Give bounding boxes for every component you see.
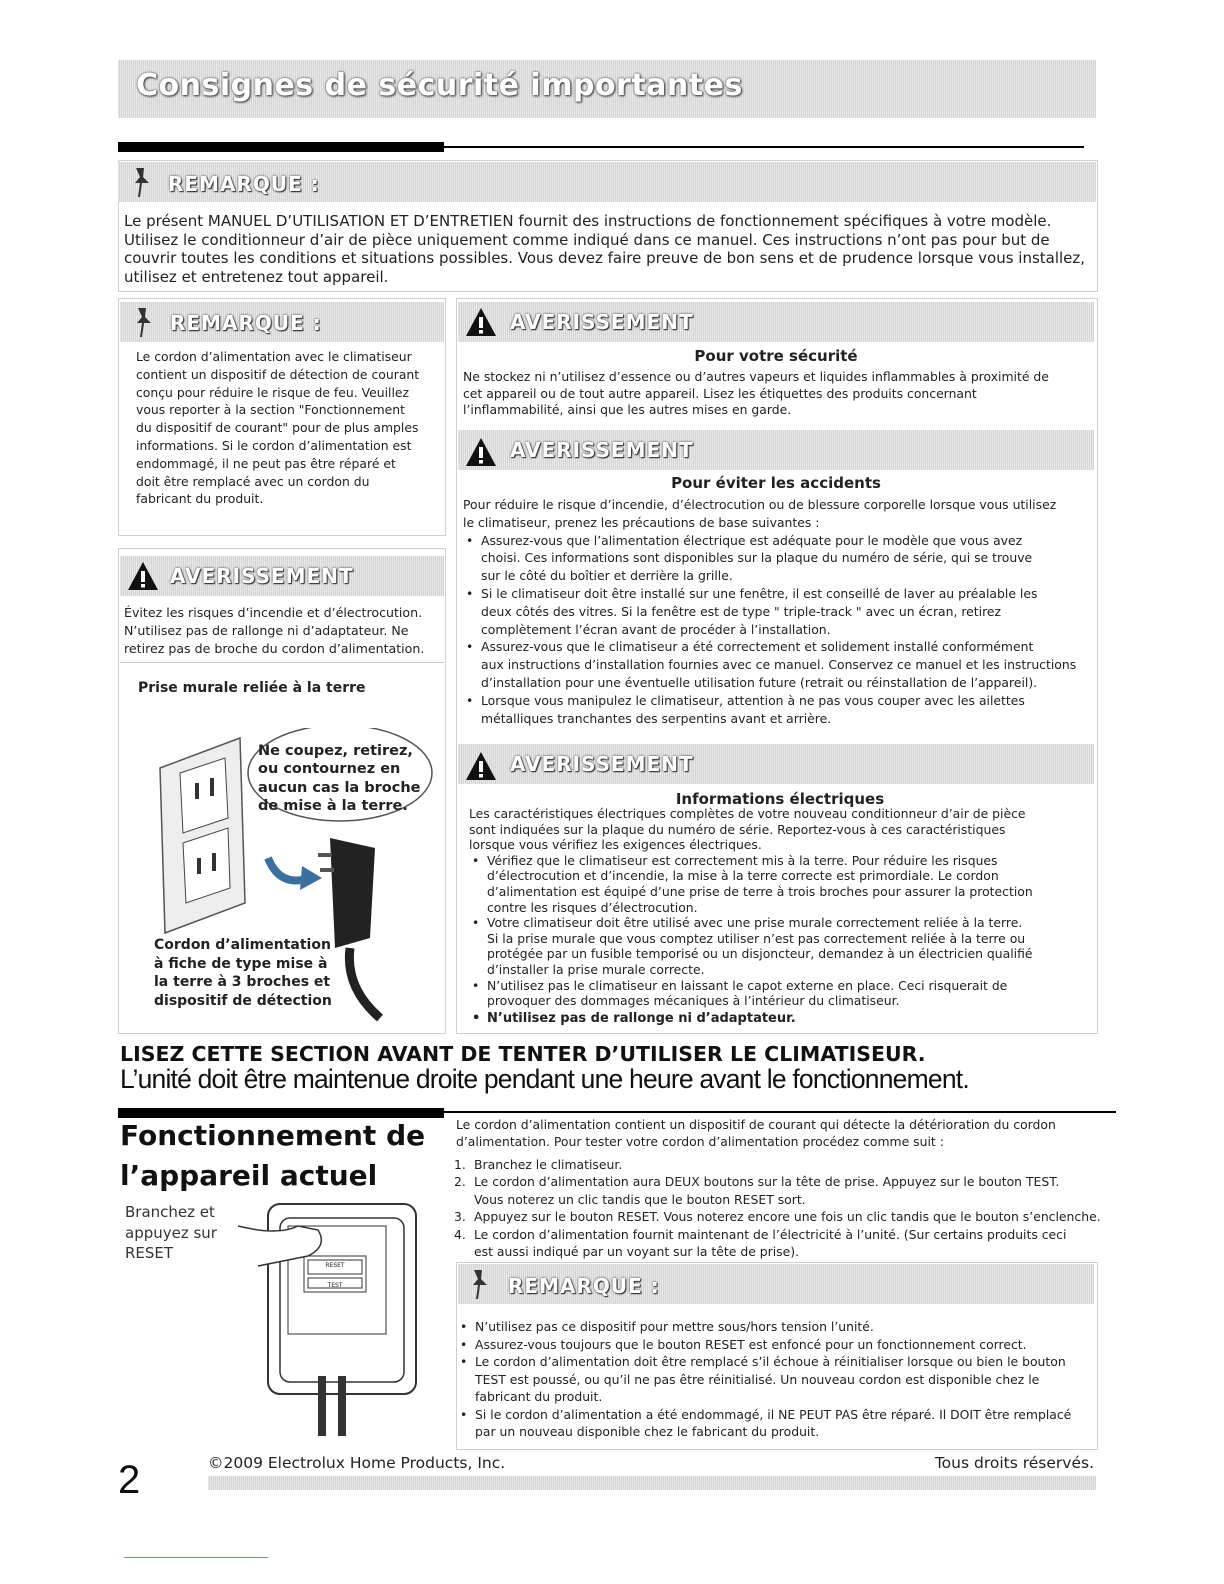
page-number: 2: [118, 1458, 141, 1502]
title-rule-thin: [444, 146, 1084, 148]
outlet-label: Prise murale reliée à la terre: [138, 680, 366, 696]
text-line: • Assurez-vous que l’alimentation électrique est adéquate pour le modèle que vous avez: [481, 532, 1023, 548]
text-line: sont indiquées sur la plaque du numéro de série. Reportez-vous à ces caractéristiques: [469, 821, 1006, 837]
text-line: Si la prise murale que vous comptez utiliser n’est pas correctement reliée à la terre ou: [487, 930, 1026, 946]
text-line: est aussi indiqué par un voyant sur la tête de prise).: [474, 1244, 800, 1260]
text-line: contient un dispositif de détection de courant: [136, 366, 420, 382]
warning-heading: AVERISSEMENT: [510, 438, 694, 462]
warning-heading: AVERISSEMENT: [170, 564, 354, 588]
text-line: choisi. Ces informations sont disponibles sur la plaque du numéro de série, qui se trouve: [481, 550, 1033, 566]
text-line: retirez pas de broche du cordon d’alimentation.: [124, 640, 425, 656]
read-section-title: LISEZ CETTE SECTION AVANT DE TENTER D’UTILISER LE CLIMATISEUR.: [120, 1042, 926, 1066]
text-line: RESET: [125, 1244, 174, 1262]
footer-link-line: [124, 1557, 268, 1558]
text-line: Branchez le climatiseur.: [474, 1157, 623, 1172]
plug-caption: [125, 1202, 217, 1264]
footer-band: [208, 1476, 1096, 1490]
text-line: • Assurez-vous que le climatiseur a été correctement et solidement installé conformément: [481, 639, 1034, 655]
text-line: d’électrocution et d’incendie, la mise à la terre correcte est primordiale. Le cordon: [487, 868, 999, 884]
operation-title: [120, 1116, 425, 1196]
text-line: de mise à la terre.: [258, 797, 408, 814]
text-line: la terre à 3 broches et: [154, 974, 331, 990]
list-item: [454, 1156, 1101, 1173]
divider: [120, 662, 444, 663]
text-line: Ne coupez, retirez,: [258, 743, 413, 759]
text-line: • Votre climatiseur doit être utilisé avec une prise murale correctement reliée à la terre.: [487, 915, 1023, 931]
list-item: [457, 1353, 1071, 1406]
warning-electrical-text: [469, 806, 1033, 1028]
page-title: Consignes de sécurité importantes: [136, 68, 743, 103]
text-line: le climatiseur, prenez les précautions de base suivantes :: [463, 514, 820, 530]
text-line: Les caractéristiques électriques complètes de votre nouveau conditionneur d’air de pièce: [469, 806, 1026, 821]
list-item: [463, 532, 1076, 585]
text-line: l’appareil actuel: [120, 1159, 378, 1192]
list-item: [457, 1406, 1071, 1441]
text-line: conçu pour réduire le risque de feu. Veuillez: [136, 384, 410, 400]
step-number: 1.: [454, 1157, 466, 1172]
text-line: • Lorsque vous manipulez le climatiseur, attention à ne pas vous couper avec les ailettes: [481, 692, 1025, 708]
text-line: métalliques tranchantes des serpentins avant et arrière.: [481, 710, 832, 726]
text-line: • Assurez-vous toujours que le bouton RESET est enfoncé pour un fonctionnement correct.: [475, 1336, 1027, 1352]
text-line: Le cordon d’alimentation aura DEUX boutons sur la tête de prise. Appuyez sur le bouton TEST.: [474, 1174, 1060, 1190]
text-line: informations. Si le cordon d’alimentation est: [136, 437, 412, 453]
pushpin-icon: [132, 306, 158, 340]
text-line: protégée par un fusible temporisé ou un disjoncteur, demandez à un électricien qualifié: [487, 946, 1033, 962]
list-item: [469, 915, 1033, 977]
text-line: contre les risques d’électrocution.: [487, 899, 698, 915]
operation-steps: [454, 1156, 1101, 1260]
text-line: d’alimentation. Pour tester votre cordon d’alimentation procédez comme suit :: [456, 1134, 944, 1150]
text-line: Fonctionnement de: [120, 1119, 426, 1152]
list-item: [454, 1208, 1101, 1225]
warning-triangle-icon: [464, 436, 498, 468]
step-number: 4.: [454, 1226, 466, 1242]
list-item: [457, 1318, 1071, 1336]
text-line: TEST est poussé, ou qu’il ne pas être réinitialisé. Un nouveau cordon est disponible chez le: [475, 1371, 1040, 1387]
text-line: par un nouveau disponible chez le fabricant du produit.: [475, 1424, 820, 1439]
warning-triangle-icon: [126, 560, 160, 592]
warning-triangle-icon: [464, 750, 498, 782]
text-line: couvrir toutes les conditions et situations possibles. Vous devez faire preuve de bon sens et de prudence lorsque vous installez,: [124, 249, 1086, 267]
text-line: aux instructions d’installation fournies avec ce manuel. Conservez ce manuel et les instructions: [481, 657, 1077, 673]
warning-subtitle: Pour votre sécurité: [694, 347, 858, 365]
text-line: Évitez les risques d’incendie et d’électrocution.: [124, 605, 423, 620]
rights-reserved: Tous droits réservés.: [934, 1454, 1094, 1472]
text-line: Branchez et: [125, 1203, 215, 1221]
note-heading: REMARQUE :: [170, 311, 322, 335]
text-line: doit être remplacé avec un cordon du: [136, 473, 370, 489]
text-line: utilisez et entretenez tout appareil.: [124, 267, 389, 286]
list-item: [454, 1226, 1101, 1261]
text-line: sur le côté du boîtier et derrière la grille.: [481, 568, 733, 584]
text-line: Le cordon d’alimentation contient un dispositif de courant qui détecte la détérioration du cordon: [456, 1117, 1056, 1132]
text-line: endommagé, il ne peut pas être réparé et: [136, 455, 396, 471]
cord-label: [154, 936, 332, 1010]
read-section-subtitle: L’unité doit être maintenue droite pendant une heure avant le fonctionnement.: [120, 1064, 969, 1094]
list-item: [463, 692, 1076, 728]
text-line: d’installer la prise murale correcte.: [487, 961, 705, 977]
list-item: [463, 585, 1076, 638]
copyright: ©2009 Electrolux Home Products, Inc.: [208, 1454, 506, 1472]
pushpin-icon: [468, 1268, 494, 1302]
warning-ground-text: [124, 604, 424, 657]
reset-button-label: RESET: [325, 1262, 345, 1269]
text-line: • N’utilisez pas de rallonge ni d’adaptateur.: [487, 1010, 796, 1026]
plug-head-illustration: [238, 1196, 438, 1436]
text-line: • Le cordon d’alimentation doit être remplacé s’il échoue à réinitialiser lorsque ou bien le bouton: [475, 1354, 1066, 1369]
text-line: dispositif de détection: [154, 992, 332, 1009]
list-item: [457, 1336, 1071, 1354]
note-heading: REMARQUE :: [508, 1274, 660, 1298]
warning-heading: AVERISSEMENT: [510, 752, 694, 776]
text-line: d’alimentation est équipé d’une prise de terre à trois broches pour assurer la protection: [487, 883, 1033, 899]
list-item: [454, 1173, 1101, 1208]
text-line: vous reporter à la section "Fonctionnement: [136, 402, 405, 418]
warning-accidents-text: [463, 496, 1076, 727]
text-line: Vous noterez un clic tandis que le bouton RESET sort.: [474, 1191, 806, 1207]
text-line: Pour réduire le risque d’incendie, d’électrocution ou de blessure corporelle lorsque vous utilisez: [463, 497, 1057, 512]
note-heading: REMARQUE :: [168, 172, 320, 196]
list-item: [469, 978, 1033, 1009]
list-item: [469, 853, 1033, 915]
text-line: Ne stockez ni n’utilisez d’essence ou d’autres vapeurs et liquides inflammables à proximité de: [463, 369, 1049, 384]
text-line: • Vérifiez que le climatiseur est correctement mis à la terre. Pour réduire les risques: [487, 852, 998, 868]
text-line: aucun cas la broche: [258, 779, 421, 796]
note-general-text: [124, 212, 1085, 286]
test-button-label: TEST: [327, 1282, 343, 1289]
text-line: • N’utilisez pas ce dispositif pour mettre sous/hors tension l’unité.: [475, 1319, 874, 1334]
text-line: d’installation pour une éventuelle utilisation future (retrait ou réinstallation de l’appareil).: [481, 674, 1038, 690]
text-line: lorsque vous vérifiez les exigences électriques.: [469, 837, 762, 853]
text-line: Le présent MANUEL D’UTILISATION ET D’ENTRETIEN fournit des instructions de fonctionnement spécifiques à votre modèle.: [124, 212, 1052, 230]
text-line: cet appareil ou de tout autre appareil. Lisez les étiquettes des produits concernant: [463, 385, 977, 401]
text-line: Cordon d’alimentation: [154, 937, 331, 953]
step-number: 2.: [454, 1174, 466, 1190]
text-line: fabricant du produit.: [136, 491, 264, 507]
text-line: ou contournez en: [258, 761, 401, 778]
text-line: Le cordon d’alimentation fournit maintenant de l’électricité à l’unité. (Sur certains produits ceci: [474, 1226, 1067, 1242]
text-line: • N’utilisez pas le climatiseur en laissant le capot externe en place. Ceci risquerait de: [487, 977, 1008, 993]
title-rule-thick: [118, 142, 444, 152]
text-line: • Si le climatiseur doit être installé sur une fenêtre, il est conseillé de laver au préalable les: [481, 585, 1038, 601]
text-line: provoquer des dommages mécaniques à l’intérieur du climatiseur.: [487, 993, 900, 1009]
list-item: [469, 1009, 1033, 1028]
warning-safety-text: [463, 369, 1049, 419]
text-line: N’utilisez pas de rallonge ni d’adaptateur. Ne: [124, 622, 409, 638]
text-line: l’inflammabilité, ainsi que les autres mises en garde.: [463, 402, 792, 417]
warning-heading: AVERISSEMENT: [510, 310, 694, 334]
section-rule-thin: [444, 1111, 1116, 1113]
list-item: [463, 638, 1076, 691]
pushpin-icon: [130, 166, 156, 200]
text-line: Le cordon d’alimentation avec le climatiseur: [136, 349, 412, 364]
warning-subtitle: Pour éviter les accidents: [671, 474, 881, 492]
warning-subtitle: Informations électriques: [675, 790, 885, 808]
text-line: complètement l’écran avant de procéder à l’installation.: [481, 621, 831, 637]
text-line: à fiche de type mise à: [154, 955, 328, 972]
grounding-warning-bubble: [258, 742, 421, 815]
text-line: du dispositif de courant" pour de plus amples: [136, 420, 419, 436]
text-line: fabricant du produit.: [475, 1389, 603, 1404]
text-line: • Si le cordon d’alimentation a été endommagé, il NE PEUT PAS être réparé. Il DOIT être remplacé: [475, 1406, 1072, 1422]
text-line: deux côtés des vitres. Si la fenêtre est de type " triple-track " avec un écran, retirez: [481, 603, 1002, 619]
text-line: appuyez sur: [125, 1223, 217, 1242]
operation-intro: [456, 1116, 1056, 1151]
text-line: Utilisez le conditionneur d’air de pièce uniquement comme indiqué dans ce manuel. Ces instructions n’ont pas pour but de: [124, 230, 1050, 249]
note-cord-text: [136, 348, 419, 508]
step-number: 3.: [454, 1209, 466, 1225]
text-line: Appuyez sur le bouton RESET. Vous noterez encore une fois un clic tandis que le bouton s’enclenche.: [474, 1209, 1101, 1225]
warning-triangle-icon: [464, 306, 498, 338]
note-device-text: [457, 1318, 1071, 1441]
